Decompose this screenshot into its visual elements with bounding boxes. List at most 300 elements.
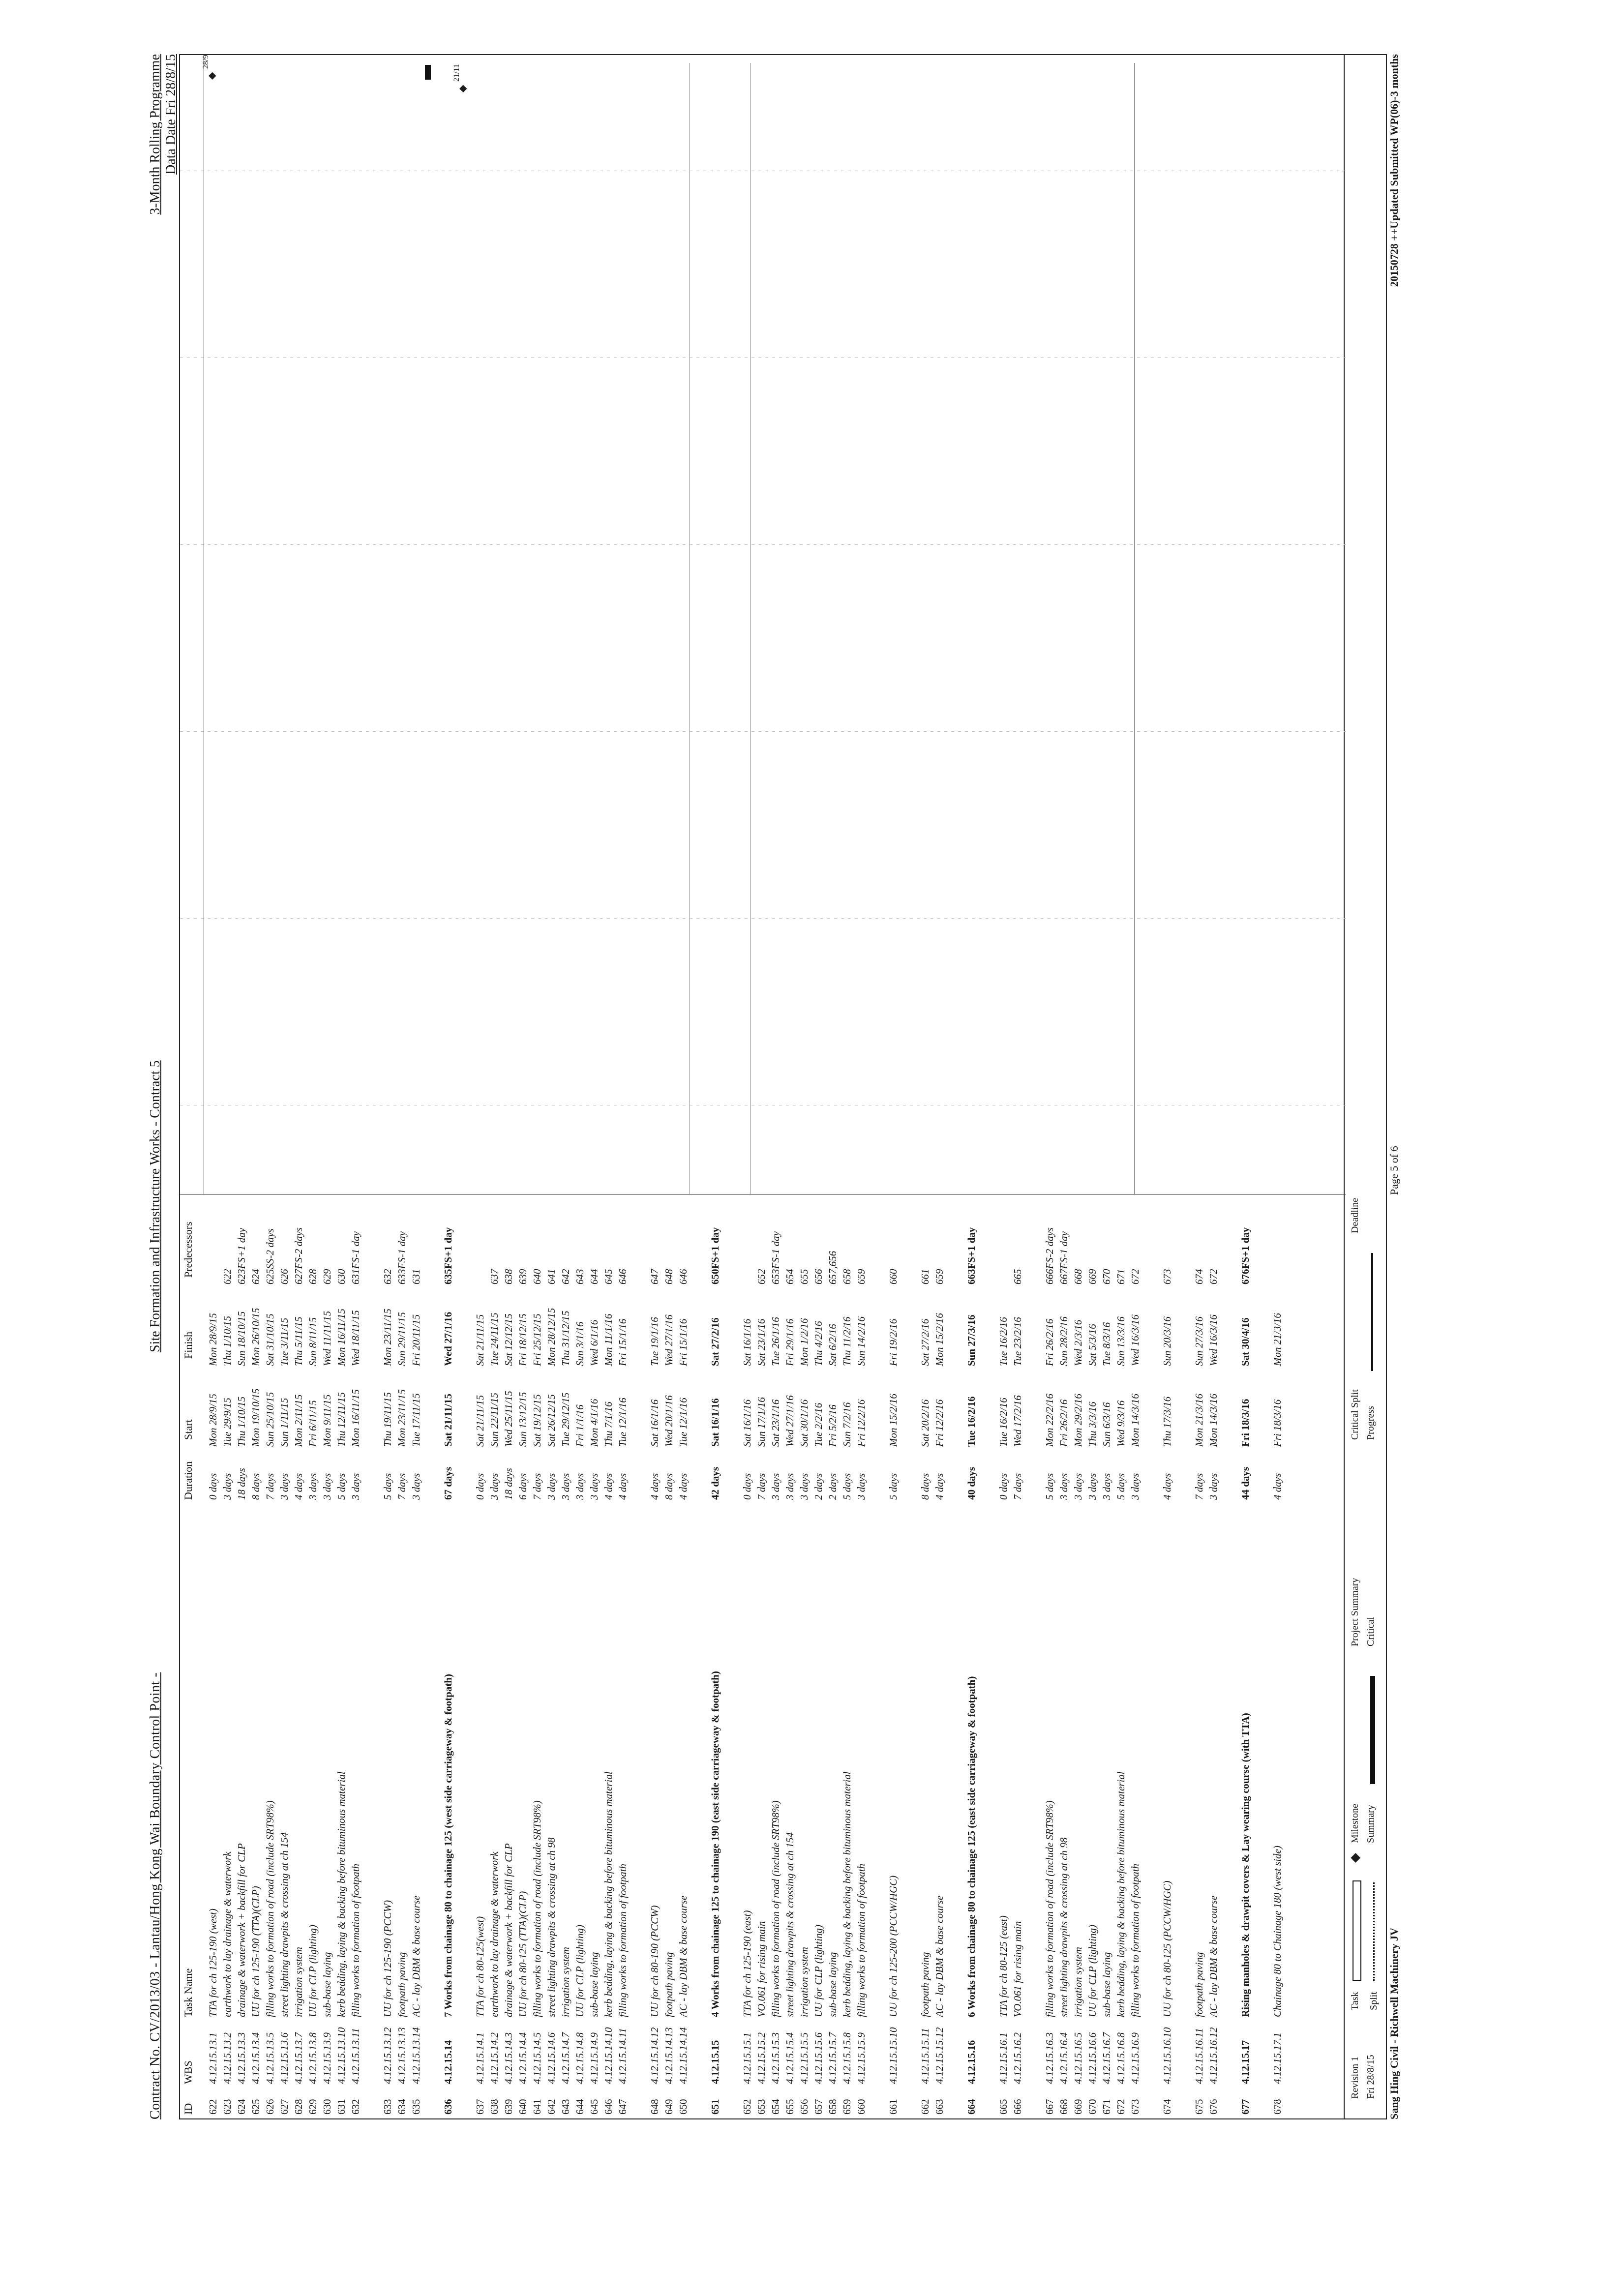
wbs-cell: 4.12.15.16.12 [1207, 2027, 1219, 2084]
legend-deadline: Deadline [1350, 1197, 1360, 1233]
id-cell: 634 [396, 2099, 408, 2115]
task-name-cell: irrigation system [798, 1947, 810, 2017]
duration-cell: 18 days [503, 1468, 514, 1500]
finish-cell: Thu 31/12/15 [560, 1311, 571, 1366]
duration-cell: 7 days [1012, 1473, 1023, 1500]
wbs-cell: 4.12.15.15.10 [887, 2027, 899, 2084]
duration-cell: 2 days [812, 1473, 824, 1500]
start-cell: Sun 7/2/16 [841, 1402, 853, 1447]
start-cell: Sat 19/12/15 [531, 1394, 543, 1447]
legend-progress: Progress [1365, 1406, 1376, 1440]
start-cell: Tue 17/11/15 [410, 1393, 422, 1447]
wbs-cell: 4.12.15.13.4 [250, 2032, 262, 2084]
wbs-cell: 4.12.15.16.1 [997, 2032, 1009, 2084]
id-cell: 658 [827, 2099, 839, 2115]
duration-cell: 4 days [677, 1473, 689, 1500]
finish-cell: Sat 12/12/15 [503, 1313, 514, 1366]
wbs-cell: 4.12.15.14.14 [677, 2027, 689, 2084]
start-cell: Sun 25/10/15 [264, 1392, 276, 1447]
duration-cell: 3 days [770, 1473, 782, 1500]
task-name-cell: TTA for ch 125-190 (west) [207, 1908, 219, 2017]
id-cell: 673 [1129, 2099, 1141, 2115]
task-name-cell: AC - lay DBM & base course [1207, 1895, 1219, 2017]
id-cell: 643 [560, 2099, 571, 2115]
predecessors-cell: 658 [841, 1269, 853, 1284]
wbs-cell: 4.12.15.16.7 [1101, 2032, 1113, 2084]
legend-bar [1345, 54, 1387, 2119]
footer-page: Page 5 of 6 [1388, 1146, 1400, 1195]
programme-title: 3-Month Rolling Programme [148, 54, 163, 215]
task-name-cell: 4 Works from chainage 125 to chainage 190 (east side carriageway & footpath) [709, 1671, 721, 2017]
task-name-cell: footpath paving [1193, 1952, 1205, 2017]
start-cell: Sat 21/11/15 [442, 1394, 454, 1447]
start-cell: Tue 29/9/15 [221, 1398, 233, 1447]
task-name-cell: kerb bedding, laying & backing before bituminous material [1115, 1771, 1127, 2017]
wbs-cell: 4.12.15.14.13 [663, 2027, 675, 2084]
wbs-cell: 4.12.15.16.10 [1161, 2027, 1173, 2084]
task-name-cell: filling works to formation of road (include SRT98%) [1044, 1800, 1055, 2017]
wbs-cell: 4.12.15.14.3 [503, 2032, 514, 2084]
task-name-cell: filling works to formation of footpath [350, 1863, 361, 2017]
finish-cell: Fri 19/2/16 [887, 1318, 899, 1366]
predecessors-cell: 648 [663, 1269, 675, 1284]
start-cell: Sat 26/12/15 [545, 1394, 557, 1447]
wbs-cell: 4.12.15.16 [965, 2040, 977, 2084]
finish-cell: Sun 18/10/15 [236, 1311, 247, 1366]
id-cell: 666 [1012, 2099, 1023, 2115]
wbs-cell: 4.12.15.15.8 [841, 2032, 853, 2084]
id-cell: 624 [236, 2099, 247, 2115]
id-cell: 668 [1058, 2099, 1070, 2115]
duration-cell: 40 days [965, 1466, 977, 1500]
predecessors-cell: 645 [602, 1269, 614, 1284]
task-name-cell: filling works to formation of footpath [855, 1863, 867, 2017]
predecessors-cell: 672 [1129, 1269, 1141, 1284]
duration-cell: 3 days [1129, 1473, 1141, 1500]
id-cell: 642 [545, 2099, 557, 2115]
start-cell: Tue 12/1/16 [677, 1398, 689, 1447]
predecessors-cell: 663FS+1 day [965, 1227, 977, 1284]
duration-cell: 3 days [1207, 1473, 1219, 1500]
task-name-cell: sub-base laying [321, 1952, 333, 2017]
finish-cell: Sat 21/11/15 [474, 1314, 486, 1366]
duration-cell: 7 days [1193, 1473, 1205, 1500]
gantt-gridline [180, 918, 1346, 919]
id-cell: 657 [812, 2099, 824, 2115]
id-cell: 649 [663, 2099, 675, 2115]
start-cell: Mon 19/10/15 [250, 1388, 262, 1447]
task-name-cell: filling works to formation of footpath [1129, 1863, 1141, 2017]
finish-cell: Wed 16/3/16 [1207, 1314, 1219, 1366]
start-cell: Mon 14/3/16 [1207, 1394, 1219, 1447]
predecessors-cell: 622 [221, 1269, 233, 1284]
duration-cell: 4 days [933, 1473, 945, 1500]
footer-company: Sang Hing Civil - Richwell Machinery JV [1388, 1928, 1400, 2119]
predecessors-cell: 627FS-2 days [293, 1227, 304, 1284]
legend-critical-split: Critical Split [1350, 1389, 1360, 1440]
wbs-cell: 4.12.15.15.3 [770, 2032, 782, 2084]
predecessors-cell: 676FS+1 day [1239, 1227, 1251, 1284]
duration-cell: 4 days [602, 1473, 614, 1500]
predecessors-cell: 659 [933, 1269, 945, 1284]
task-name-cell: irrigation system [293, 1947, 304, 2017]
gantt-rule-line [1134, 63, 1135, 1194]
finish-cell: Fri 18/12/15 [517, 1313, 529, 1366]
col-header-finish: Finish [182, 1331, 194, 1359]
predecessors-cell: 623FS+1 day [236, 1227, 247, 1284]
task-name-cell: kerb bedding, laying & backing before bituminous material [335, 1771, 347, 2017]
start-cell: Sun 6/3/16 [1101, 1402, 1113, 1447]
id-cell: 664 [965, 2099, 977, 2115]
finish-cell: Mon 21/3/16 [1271, 1313, 1283, 1366]
legend-summary: Summary [1365, 1805, 1376, 1843]
wbs-cell: 4.12.15.15.11 [919, 2028, 931, 2084]
predecessors-cell: 669 [1086, 1269, 1098, 1284]
id-cell: 635 [410, 2099, 422, 2115]
duration-cell: 3 days [798, 1473, 810, 1500]
wbs-cell: 4.12.15.15.7 [827, 2032, 839, 2084]
predecessors-cell: 629 [321, 1269, 333, 1284]
wbs-cell: 4.12.15.17.1 [1271, 2032, 1283, 2084]
wbs-cell: 4.12.15.14.11 [617, 2028, 629, 2084]
duration-cell: 42 days [709, 1466, 721, 1500]
id-cell: 647 [617, 2099, 629, 2115]
id-cell: 671 [1101, 2099, 1113, 2115]
task-name-cell: UU for ch 125-190 (PCCW) [382, 1900, 393, 2017]
task-name-cell: AC - lay DBM & base course [410, 1895, 422, 2017]
id-cell: 677 [1239, 2099, 1251, 2115]
finish-cell: Sun 8/11/15 [307, 1317, 319, 1366]
duration-cell: 3 days [1072, 1473, 1084, 1500]
legend-summary-swatch [1370, 1676, 1375, 1784]
predecessors-cell: 671 [1115, 1269, 1127, 1284]
gantt-chart [180, 55, 1346, 1194]
task-name-cell: UU for CLP (lighting) [307, 1924, 319, 2017]
id-cell: 676 [1207, 2099, 1219, 2115]
wbs-cell: 4.12.15.13.1 [207, 2032, 219, 2084]
predecessors-cell: 656 [812, 1269, 824, 1284]
predecessors-cell: 641 [545, 1269, 557, 1284]
legend-split: Split [1368, 1992, 1379, 2010]
start-cell: Fri 6/11/15 [307, 1400, 319, 1447]
wbs-cell: 4.12.15.14.9 [588, 2032, 600, 2084]
start-cell: Tue 16/2/16 [997, 1398, 1009, 1447]
finish-cell: Tue 3/11/15 [278, 1317, 290, 1366]
duration-cell: 3 days [350, 1473, 361, 1500]
task-name-cell: kerb bedding, laying & backing before bituminous material [602, 1771, 614, 2017]
id-cell: 633 [382, 2099, 393, 2115]
wbs-cell: 4.12.15.16.5 [1072, 2032, 1084, 2084]
predecessors-cell: 635FS+1 day [442, 1227, 454, 1284]
wbs-cell: 4.12.15.13.7 [293, 2032, 304, 2084]
predecessors-cell: 652 [755, 1269, 767, 1284]
predecessors-cell: 637 [488, 1269, 500, 1284]
task-name-cell: UU for ch 125-190 (TTA)(CLP) [250, 1886, 262, 2017]
task-name-cell: street lighting drawpits & crossing at ch 98 [1058, 1837, 1070, 2017]
start-cell: Sat 16/1/16 [741, 1399, 753, 1447]
start-cell: Sat 16/1/16 [649, 1399, 661, 1447]
duration-cell: 3 days [545, 1473, 557, 1500]
id-cell: 659 [841, 2099, 853, 2115]
finish-cell: Sat 30/4/16 [1239, 1317, 1251, 1366]
start-cell: Mon 28/9/15 [207, 1394, 219, 1447]
id-cell: 660 [855, 2099, 867, 2115]
start-cell: Mon 4/1/16 [588, 1399, 600, 1447]
predecessors-cell: 654 [784, 1269, 796, 1284]
finish-cell: Mon 11/1/16 [602, 1313, 614, 1366]
start-cell: Thu 12/11/15 [335, 1392, 347, 1447]
duration-cell: 3 days [488, 1473, 500, 1500]
duration-cell: 44 days [1239, 1466, 1251, 1500]
predecessors-cell: 624 [250, 1269, 262, 1284]
finish-cell: Sun 27/3/16 [1193, 1316, 1205, 1366]
duration-cell: 3 days [574, 1473, 586, 1500]
task-name-cell: UU for ch 80-190 (PCCW) [649, 1905, 661, 2017]
finish-cell: Wed 11/11/15 [321, 1311, 333, 1366]
id-cell: 655 [784, 2099, 796, 2115]
task-name-cell: 7 Works from chainage 80 to chainage 125 (west side carriageway & footpath) [442, 1674, 454, 2017]
finish-cell: Sun 27/3/16 [965, 1314, 977, 1366]
task-name-cell: 6 Works from chainage 80 to chainage 125 (east side carriageway & footpath) [965, 1676, 977, 2017]
start-cell: Sun 1/11/15 [278, 1398, 290, 1447]
wbs-cell: 4.12.15.14.4 [517, 2032, 529, 2084]
task-name-cell: TTA for ch 80-125(west) [474, 1916, 486, 2017]
data-date: Data Date Fri 28/8/15 [163, 54, 179, 175]
wbs-cell: 4.12.15.15 [709, 2040, 721, 2084]
predecessors-cell: 631 [410, 1269, 422, 1284]
wbs-cell: 4.12.15.13.11 [350, 2028, 361, 2084]
task-name-cell: drainage & waterwork + backfill for CLP [503, 1843, 514, 2017]
start-cell: Sat 23/1/16 [770, 1399, 782, 1447]
wbs-cell: 4.12.15.13.6 [278, 2032, 290, 2084]
id-cell: 656 [798, 2099, 810, 2115]
finish-cell: Sun 14/2/16 [855, 1316, 867, 1366]
task-name-cell: sub-base laying [827, 1952, 839, 2017]
id-cell: 672 [1115, 2099, 1127, 2115]
duration-cell: 67 days [442, 1466, 454, 1500]
task-name-cell: UU for CLP (lighting) [574, 1924, 586, 2017]
start-cell: Mon 29/2/16 [1072, 1394, 1084, 1447]
start-cell: Thu 3/3/16 [1086, 1401, 1098, 1447]
finish-cell: Tue 19/1/16 [649, 1317, 661, 1366]
id-cell: 629 [307, 2099, 319, 2115]
start-cell: Mon 21/3/16 [1193, 1394, 1205, 1447]
duration-cell: 0 days [474, 1473, 486, 1500]
programme-header [148, 54, 179, 215]
finish-cell: Tue 26/1/16 [770, 1317, 782, 1366]
col-header-duration: Duration [182, 1461, 194, 1500]
col-header-id: ID [182, 2103, 194, 2115]
id-cell: 637 [474, 2099, 486, 2115]
rotated-page [148, 34, 1505, 2119]
predecessors-cell: 657,656 [827, 1251, 839, 1284]
predecessors-cell: 667FS-1 day [1058, 1231, 1070, 1284]
predecessors-cell: 650FS+1 day [709, 1227, 721, 1284]
finish-cell: Fri 26/2/16 [1044, 1318, 1055, 1366]
id-cell: 674 [1161, 2099, 1173, 2115]
wbs-cell: 4.12.15.13.12 [382, 2027, 393, 2084]
wbs-cell: 4.12.15.15.6 [812, 2032, 824, 2084]
predecessors-cell: 665 [1012, 1269, 1023, 1284]
start-cell: Sat 30/1/16 [798, 1399, 810, 1447]
id-cell: 644 [574, 2099, 586, 2115]
start-cell: Sun 22/11/15 [488, 1393, 500, 1447]
task-name-cell: AC - lay DBM & base course [677, 1895, 689, 2017]
finish-cell: Tue 8/3/16 [1101, 1322, 1113, 1366]
milestone-label: 21/11 [452, 64, 461, 82]
duration-cell: 3 days [321, 1473, 333, 1500]
predecessors-cell: 642 [560, 1269, 571, 1284]
start-cell: Tue 29/12/15 [560, 1392, 571, 1447]
finish-cell: Mon 1/2/16 [798, 1318, 810, 1366]
col-header-task-name: Task Name [182, 1968, 194, 2017]
start-cell: Tue 16/2/16 [965, 1396, 977, 1447]
id-cell: 622 [207, 2099, 219, 2115]
predecessors-cell: 661 [919, 1269, 931, 1284]
wbs-cell: 4.12.15.15.4 [784, 2032, 796, 2084]
finish-cell: Thu 11/2/16 [841, 1316, 853, 1366]
duration-cell: 5 days [1115, 1473, 1127, 1500]
id-cell: 636 [442, 2099, 454, 2115]
finish-cell: Thu 1/10/15 [221, 1315, 233, 1366]
id-cell: 663 [933, 2099, 945, 2115]
finish-cell: Wed 18/11/15 [350, 1310, 361, 1366]
task-name-cell: filling works to formation of road (include SRT98%) [264, 1800, 276, 2017]
task-name-cell: street lighting drawpits & crossing at ch 154 [784, 1832, 796, 2017]
start-cell: Wed 25/11/15 [503, 1391, 514, 1447]
finish-cell: Tue 24/11/15 [488, 1312, 500, 1366]
milestone-marker: ◆ 21/11 [452, 64, 468, 92]
id-cell: 641 [531, 2099, 543, 2115]
project-header: Site Formation and Infrastructure Works - Contract 5 [148, 1060, 163, 1352]
finish-cell: Wed 16/3/16 [1129, 1314, 1141, 1366]
start-cell: Fri 5/2/16 [827, 1404, 839, 1447]
duration-cell: 3 days [784, 1473, 796, 1500]
start-cell: Mon 9/11/15 [321, 1394, 333, 1447]
wbs-cell: 4.12.15.15.5 [798, 2032, 810, 2084]
legend-split-swatch [1373, 1882, 1375, 1981]
task-name-cell: kerb bedding, laying & backing before bituminous material [841, 1771, 853, 2017]
duration-cell: 4 days [649, 1473, 661, 1500]
predecessors-cell: 659 [855, 1269, 867, 1284]
wbs-cell: 4.12.15.17 [1239, 2040, 1251, 2084]
duration-cell: 3 days [560, 1473, 571, 1500]
task-name-cell: street lighting drawpits & crossing at ch 154 [278, 1832, 290, 2017]
wbs-cell: 4.12.15.15.12 [933, 2027, 945, 2084]
wbs-cell: 4.12.15.14.12 [649, 2027, 661, 2084]
duration-cell: 0 days [207, 1473, 219, 1500]
duration-cell: 3 days [410, 1473, 422, 1500]
start-cell: Tue 2/2/16 [812, 1402, 824, 1447]
id-cell: 675 [1193, 2099, 1205, 2115]
duration-cell: 5 days [1044, 1473, 1055, 1500]
predecessors-cell: 666FS-2 days [1044, 1227, 1055, 1284]
task-name-cell: VO.061 for rising main [1012, 1921, 1023, 2017]
start-cell: Mon 22/2/16 [1044, 1394, 1055, 1447]
col-header-predecessors: Predecessors [182, 1222, 194, 1278]
task-name-cell: footpath paving [919, 1952, 931, 2017]
finish-cell: Fri 15/1/16 [617, 1318, 629, 1366]
predecessors-cell: 646 [677, 1269, 689, 1284]
predecessors-cell: 672 [1207, 1269, 1219, 1284]
id-cell: 626 [264, 2099, 276, 2115]
id-cell: 650 [677, 2099, 689, 2115]
start-cell: Fri 12/2/16 [933, 1399, 945, 1447]
finish-cell: Mon 28/9/15 [207, 1313, 219, 1366]
wbs-cell: 4.12.15.13.9 [321, 2032, 333, 2084]
wbs-cell: 4.12.15.14.2 [488, 2032, 500, 2084]
duration-cell: 3 days [1086, 1473, 1098, 1500]
finish-cell: Sat 27/2/16 [709, 1317, 721, 1366]
gantt-gridline [180, 544, 1346, 545]
predecessors-cell: 644 [588, 1269, 600, 1284]
duration-cell: 4 days [1161, 1473, 1173, 1500]
wbs-cell: 4.12.15.16.3 [1044, 2032, 1055, 2084]
id-cell: 648 [649, 2099, 661, 2115]
duration-cell: 4 days [617, 1473, 629, 1500]
start-cell: Wed 9/3/16 [1115, 1400, 1127, 1447]
wbs-cell: 4.12.15.16.6 [1086, 2032, 1098, 2084]
finish-cell: Tue 16/2/16 [997, 1317, 1009, 1366]
footer-file: 20150728 ++Updated Submitted WP(06)-3 months [1388, 54, 1400, 287]
duration-cell: 7 days [264, 1473, 276, 1500]
predecessors-cell: 668 [1072, 1269, 1084, 1284]
start-cell: Fri 26/2/16 [1058, 1399, 1070, 1447]
predecessors-cell: 631FS-1 day [350, 1231, 361, 1284]
duration-cell: 3 days [1101, 1473, 1113, 1500]
wbs-cell: 4.12.15.15.9 [855, 2032, 867, 2084]
start-cell: Thu 1/10/15 [236, 1396, 247, 1447]
wbs-cell: 4.12.15.16.4 [1058, 2032, 1070, 2084]
duration-cell: 0 days [741, 1473, 753, 1500]
task-name-cell: earthwork to lay drainage & waterwork [221, 1851, 233, 2017]
start-cell: Mon 16/11/15 [350, 1389, 361, 1447]
task-name-cell: filling works to formation of road (include SRT98%) [770, 1800, 782, 2017]
duration-cell: 4 days [1271, 1473, 1283, 1500]
wbs-cell: 4.12.15.14.6 [545, 2032, 557, 2084]
wbs-cell: 4.12.15.16.8 [1115, 2032, 1127, 2084]
gantt-gridline [180, 731, 1346, 732]
task-name-cell: AC - lay DBM & base course [933, 1895, 945, 2017]
wbs-cell: 4.12.15.13.8 [307, 2032, 319, 2084]
task-name-cell: earthwork to lay drainage & waterwork [488, 1851, 500, 2017]
task-name-cell: street lighting drawpits & crossing at ch 98 [545, 1837, 557, 2017]
legend-critical: Critical [1365, 1617, 1376, 1646]
predecessors-cell: 639 [517, 1269, 529, 1284]
predecessors-cell: 660 [887, 1269, 899, 1284]
predecessors-cell: 625SS-2 days [264, 1228, 276, 1284]
finish-cell: Wed 2/3/16 [1072, 1319, 1084, 1366]
finish-cell: Sun 3/1/16 [574, 1321, 586, 1366]
legend-revision: Revision 1 [1350, 2056, 1360, 2099]
id-cell: 627 [278, 2099, 290, 2115]
duration-cell: 8 days [250, 1473, 262, 1500]
id-cell: 632 [350, 2099, 361, 2115]
finish-cell: Fri 25/12/15 [531, 1313, 543, 1366]
start-cell: Mon 2/11/15 [293, 1394, 304, 1447]
duration-cell: 0 days [997, 1473, 1009, 1500]
task-name-cell: UU for ch 125-200 (PCCW/HGC) [887, 1875, 899, 2017]
duration-cell: 3 days [307, 1473, 319, 1500]
id-cell: 678 [1271, 2099, 1283, 2115]
id-cell: 638 [488, 2099, 500, 2115]
start-cell: Fri 1/1/16 [574, 1404, 586, 1447]
task-name-cell: TTA for ch 80-125 (east) [997, 1915, 1009, 2017]
duration-cell: 7 days [396, 1473, 408, 1500]
gantt-timescale [180, 55, 204, 1194]
wbs-cell: 4.12.15.16.11 [1193, 2028, 1205, 2084]
wbs-cell: 4.12.15.15.2 [755, 2032, 767, 2084]
